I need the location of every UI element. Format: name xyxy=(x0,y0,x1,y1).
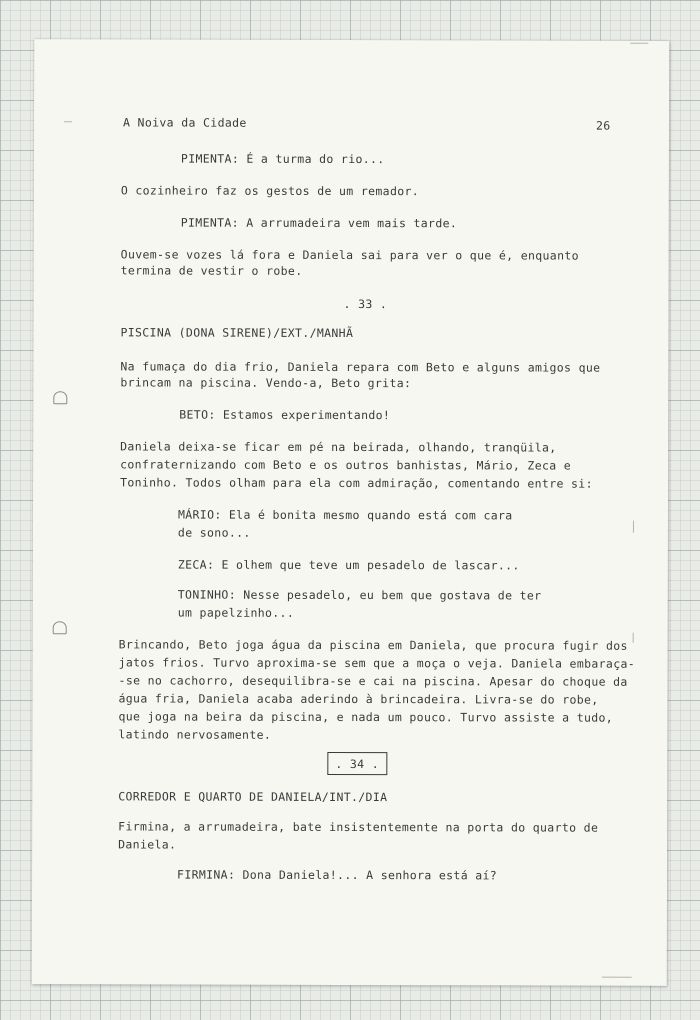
scene-number: . 33 . xyxy=(343,296,388,312)
paper-mark xyxy=(633,521,634,533)
header-title: A Noiva da Cidade xyxy=(123,115,247,130)
paper-mark xyxy=(64,121,72,122)
action-line: Brincando, Beto joga água da piscina em Daniela, que procura fugir dos xyxy=(118,637,628,653)
paper-mark xyxy=(630,43,648,44)
punch-hole xyxy=(53,391,67,404)
punch-hole xyxy=(53,621,67,634)
action-line: latindo nervosamente. xyxy=(118,727,272,742)
action-line: Daniela deixa-se ficar em pé na beirada, olhando, tranqüila, xyxy=(120,439,557,455)
dialogue-line: PIMENTA: A arrumadeira vem mais tarde. xyxy=(180,215,458,231)
action-line: Firmina, a arrumadeira, bate insistentemente na porta do quarto de xyxy=(118,819,599,835)
action-line: que joga na beira da piscina, e nada um pouco. Turvo assiste a tudo, xyxy=(118,709,614,725)
paper-mark xyxy=(633,633,634,643)
dialogue-line: de sono... xyxy=(177,525,251,540)
page-number: 26 xyxy=(595,118,611,133)
action-line: O cozinheiro faz os gestos de um remador. xyxy=(120,183,420,199)
paper-mark xyxy=(602,977,632,978)
scene-heading: PISCINA (DONA SIRENE)/EXT./MANHÃ xyxy=(120,325,354,341)
dialogue-line: MÁRIO: Ela é bonita mesmo quando está com cara xyxy=(177,507,513,523)
action-line: confraternizando com Beto e os outros banhistas, Mário, Zeca e xyxy=(120,457,572,473)
action-line: jatos frios. Turvo aproxima-se sem que a moça o veja. Daniela embaraça- xyxy=(118,655,636,671)
script-page xyxy=(32,39,669,986)
action-line: Daniela. xyxy=(118,837,177,852)
scene-heading: CORREDOR E QUARTO DE DANIELA/INT./DIA xyxy=(118,789,388,805)
scene-number-boxed: . 34 . xyxy=(327,752,387,775)
dialogue-line: PIMENTA: É a turma do rio... xyxy=(180,151,385,167)
action-line: termina de vestir o robe. xyxy=(120,263,303,278)
action-line: Ouvem-se vozes lá fora e Daniela sai para ver o que é, enquanto xyxy=(120,247,579,263)
dialogue-line: ZECA: E olhem que teve um pesadelo de lascar... xyxy=(177,557,520,573)
action-line: Toninho. Todos olham para ela com admiração, comentando entre si: xyxy=(120,475,593,491)
dialogue-line: TONINHO: Nesse pesadelo, eu bem que gostava de ter xyxy=(177,587,542,603)
action-line: Na fumaça do dia frio, Daniela repara com Beto e alguns amigos que xyxy=(120,359,601,375)
action-line: brincam na piscina. Vendo-a, Beto grita: xyxy=(120,375,412,391)
action-line: água fria, Daniela acaba aderindo à brincadeira. Livra-se do robe, xyxy=(118,691,599,707)
dialogue-line: BETO: Estamos experimentando! xyxy=(179,407,391,423)
action-line: -se no cachorro, desequilibra-se e cai na piscina. Apesar do choque da xyxy=(118,673,628,689)
dialogue-line: um papelzinho... xyxy=(177,605,295,620)
dialogue-line: FIRMINA: Dona Daniela!... A senhora está aí? xyxy=(177,867,498,883)
